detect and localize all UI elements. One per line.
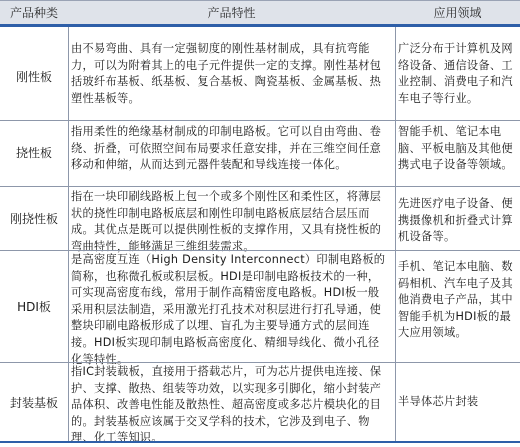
table-row <box>0 251 520 366</box>
application-cell: 智能手机、笔记本电脑、平板电脑及其他便携式电子设备等领域。 <box>398 125 513 172</box>
application-cell: 先进医疗电子设备、便携摄像机和折叠式计算机设备等。 <box>398 197 513 244</box>
application-cell: 半导体芯片封装 <box>398 394 479 408</box>
table-row <box>0 363 520 445</box>
feature-cell: 由不易弯曲、具有一定强韧度的刚性基材制成，具有抗弯能力，可以为附着其上的电子元件提供一定的支撑。刚性基材包括玻纤布基板、纸基板、复合基板、陶瓷基板、金属基板、热塑性基板等。 <box>71 42 382 105</box>
category-cell: 刚性板 <box>15 70 52 84</box>
application-cell: 广泛分布于计算机及网络设备、通信设备、工业控制、消费电子和汽车电子等行业。 <box>398 42 513 105</box>
table-header <box>0 0 520 27</box>
feature-cell: 指用柔性的绝缘基材制成的印制电路板。它可以自由弯曲、卷绕、折叠，可依照空间布局要求任意安排，并在三维空间任意移动和伸缩，从而达到元器件装配和导线连接一体化。 <box>71 125 382 172</box>
table-row <box>0 187 520 253</box>
category-cell: 刚挠性板 <box>9 211 58 226</box>
table-bottom-border <box>0 441 520 443</box>
feature-cell: 指在一块印刷线路板上包一个或多个刚性区和柔性区，将薄层状的挠性印制电路板底层和刚性印制电路板底层结合层压而成。其优点是既可以提供刚性板的支撑作用，又具有挠性板的弯曲特性，能够满足三维组装需求。 <box>71 190 382 253</box>
feature-cell: 指IC封装载板，直接用于搭载芯片，可为芯片提供电连接、保护、支撑、散热、组装等功效，以实现多引脚化，缩小封装产品体积、改善电性能及散热性、超高密度或多芯片模块化的目的。封装基板应该属于交叉学科的技术，它涉及到电子、物理、化工等知识。 <box>71 365 382 445</box>
category-cell: HDI板 <box>17 299 51 314</box>
header-category: 产品种类 <box>9 6 58 20</box>
category-cell: 挠性板 <box>15 146 52 160</box>
feature-cell: 是高密度互连（High Density Interconnect）印制电路板的简称，也称微孔板或积层板。HDI是印制电路板技术的一种，可实现高密度布线，常用于制作高精密度电路板。HDI板一般采用积层法制造，采用激光打孔技术对积层进行打孔导通，使整块印刷电路板形成了以埋、盲孔为主要导通方式的层间连接。HDI板实现印制电路板高密度化、精细导线化、微小孔径化等特性。 <box>71 253 386 366</box>
table-row <box>0 121 520 184</box>
table-row <box>0 37 520 116</box>
header-feature: 产品特性 <box>207 6 256 20</box>
category-cell: 封装基板 <box>9 395 58 410</box>
application-cell: 手机、笔记本电脑、数码相机、汽车电子及其他消费电子产品，其中智能手机为HDI板的最大应用领域。 <box>398 260 513 340</box>
header-application: 应用领域 <box>433 6 482 20</box>
